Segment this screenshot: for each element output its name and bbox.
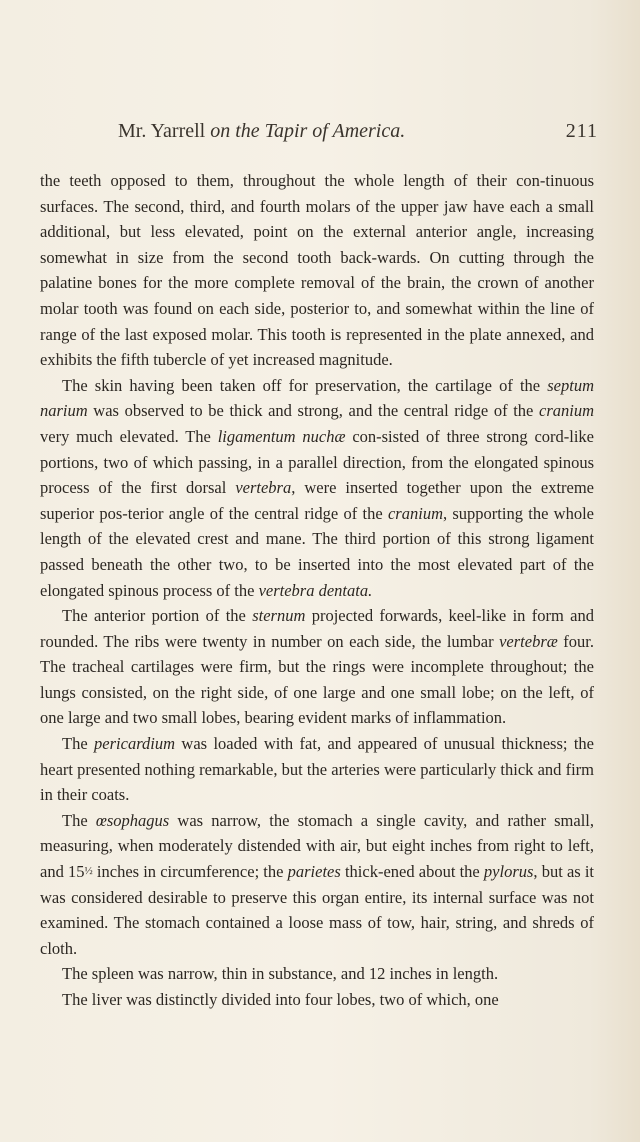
italic-term: parietes xyxy=(287,862,341,882)
text-run: , but as it was considered desirable to preserve this organ entire, its internal surface was not examined. The stomach contained a loose mass of tow, hair, string, and shreds of cloth. xyxy=(40,862,595,958)
text-run: projected forwards, keel-like in form and rounded. The ribs were twenty in number on each side, the lumbar xyxy=(40,606,594,651)
paragraph xyxy=(40,961,594,987)
text-run: the teeth opposed to them, throughout the whole length of their con-tinuous surfaces. The second, third, and fourth molars of the upper jaw have each a small additional, but less elevated, point on the external anterior angle, increasing somewhat in size from the second tooth back-wards. On cutting through the palatine bones for the more complete removal of the brain, the crown of another molar tooth was found on each side, posterior to, and somewhat within the line of range of the last exposed molar. This tooth is represented in the plate annexed, and exhibits the fifth tubercle of yet increased magnitude. xyxy=(40,171,594,370)
text-run: The liver was distinctly divided into four lobes, two of which, one xyxy=(62,990,499,1009)
paragraph xyxy=(40,808,594,962)
italic-term: ligamentum nuchæ xyxy=(217,426,346,446)
italic-term: pericardium xyxy=(94,734,176,754)
text-run: The xyxy=(62,810,96,830)
text-run: , supporting the whole length of the elevated crest and mane. The third portion of this strong ligament passed beneath the other two, to be inserted into the most elevated part of the elongated spinous process of the xyxy=(40,503,594,600)
text-run: The skin having been taken off for preservation, the cartilage of the xyxy=(62,375,548,395)
fraction: ½ xyxy=(84,865,93,878)
italic-term: sternum xyxy=(252,606,306,626)
italic-term: vertebræ xyxy=(499,631,558,651)
text-run: The spleen was narrow, thin in substance, and 12 inches in length. xyxy=(62,964,499,984)
paragraph xyxy=(40,987,594,1013)
italic-term: œsophagus xyxy=(95,810,170,830)
running-header xyxy=(118,118,598,144)
italic-term: cranium xyxy=(387,503,443,523)
header-author: Mr. Yarrell xyxy=(118,120,206,142)
text-run: four. The tracheal cartilages were firm, but the rings were incomplete throughout; the lungs consisted, on the right side, of one large and one small lobe; on the left, of one large and two small lobes, bearing evident marks of inflammation. xyxy=(40,631,594,728)
text-run: inches in circumference; the xyxy=(92,862,288,882)
text-run: was loaded with fat, and appeared of unusual thickness; the heart presented nothing remarkable, but the arteries were particularly thick and firm in their coats. xyxy=(40,734,594,805)
paragraph xyxy=(40,603,594,731)
italic-term: septum narium xyxy=(40,375,594,421)
italic-term: vertebra xyxy=(235,478,292,498)
body-text xyxy=(40,168,594,1013)
header-title-rest: the Tapir of America. xyxy=(235,120,406,142)
text-run: very much elevated. The xyxy=(40,426,218,446)
italic-term: vertebra dentata. xyxy=(258,580,373,600)
header-title-on: on xyxy=(210,120,231,142)
page-number: 211 xyxy=(565,120,598,142)
text-run: thick-ened about the xyxy=(340,862,484,882)
text-run: con-sisted of three strong cord-like portions, two of which passing, in a parallel direction, from the elongated spinous process of the first dorsal xyxy=(40,426,594,498)
running-title xyxy=(118,118,405,144)
text-run: , were inserted together upon the extreme superior pos-terior angle of the central ridge of the xyxy=(40,478,595,523)
text-run: was observed to be thick and strong, and the central ridge of the xyxy=(87,401,539,421)
paragraph xyxy=(40,373,594,603)
text-run: The anterior portion of the xyxy=(62,606,253,626)
text-run: The xyxy=(62,734,95,754)
paragraph xyxy=(40,731,594,808)
italic-term: pylorus xyxy=(483,862,534,882)
italic-term: cranium xyxy=(539,401,594,421)
paragraph xyxy=(40,168,594,373)
text-run: was narrow, the stomach a single cavity, and rather small, measuring, when moderately distended with air, but eight inches from right to left, and 15 xyxy=(40,810,595,882)
